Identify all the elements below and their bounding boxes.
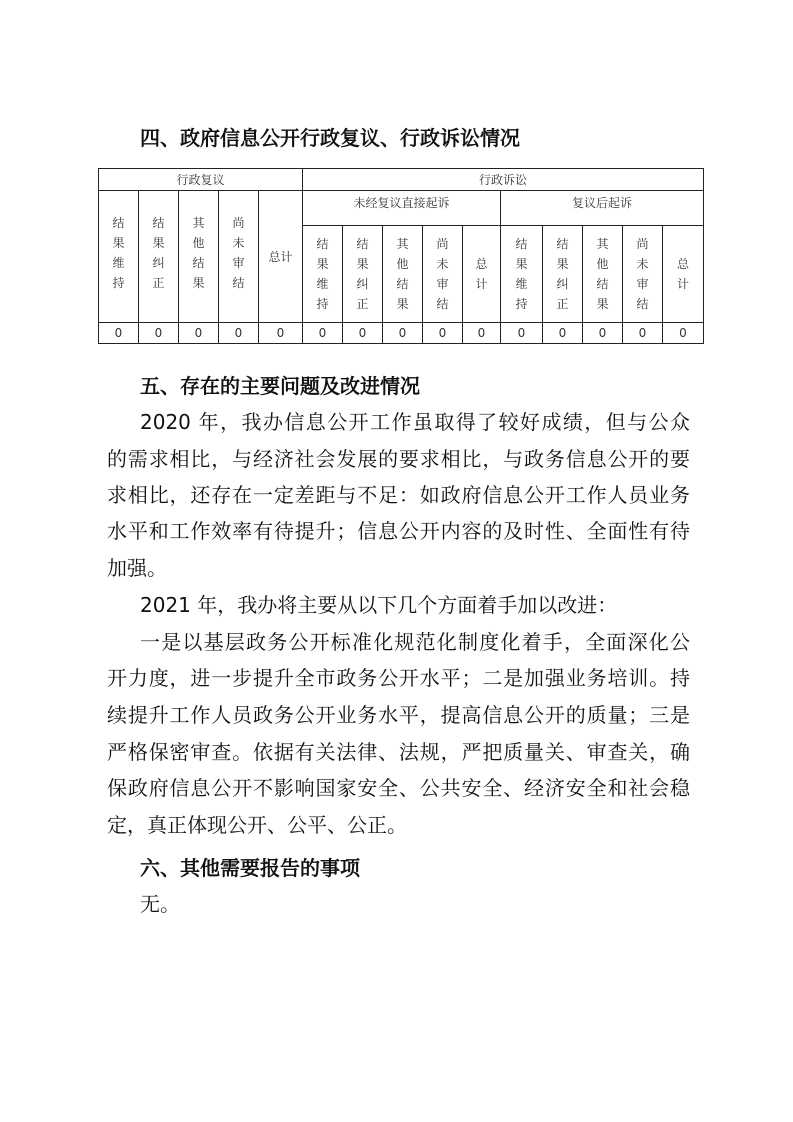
cell: 0: [139, 323, 179, 344]
paragraph-line: 一是以基层政务公开标准化规范化制度化着手，全面深化公: [140, 630, 690, 654]
cell: 0: [383, 323, 423, 344]
paragraph-line: 2021 年，我办将主要从以下几个方面着手加以改进：: [140, 593, 618, 617]
review-litigation-table: [98, 168, 704, 344]
paragraph-line: 无。: [140, 892, 180, 916]
col-total: 总 计: [663, 226, 704, 323]
paragraph-line: 续提升工作人员政务公开业务水平，提高信息公开的质量；三是: [107, 703, 690, 727]
cell: 0: [501, 323, 543, 344]
paragraph-line: 求相比，还存在一定差距与不足：如政府信息公开工作人员业务: [107, 483, 690, 507]
col-other: 其 他 结 果: [583, 226, 623, 323]
section-heading-4: 四、政府信息公开行政复议、行政诉讼情况: [140, 126, 520, 150]
col-total: 总 计: [463, 226, 501, 323]
cell: 0: [543, 323, 583, 344]
paragraph-line: 水平和工作效率有待提升；信息公开内容的及时性、全面性有待: [107, 519, 690, 543]
header-direct: 未经复议直接起诉: [303, 191, 501, 226]
col-upheld: 结 果 维 持: [501, 226, 543, 323]
col-corrected: 结 果 纠 正: [343, 226, 383, 323]
cell: 0: [343, 323, 383, 344]
cell: 0: [303, 323, 343, 344]
table-row: [99, 323, 704, 344]
cell: 0: [219, 323, 259, 344]
paragraph-line: 定，真正体现公开、公平、公正。: [107, 813, 407, 837]
paragraph-line: 保政府信息公开不影响国家安全、公共安全、经济安全和社会稳: [107, 776, 690, 800]
col-pending: 尚 未 审 结: [623, 226, 663, 323]
cell: 0: [259, 323, 303, 344]
cell: 0: [423, 323, 463, 344]
col-upheld: 结 果 维 持: [99, 191, 139, 323]
header-after: 复议后起诉: [501, 191, 704, 226]
cell: 0: [663, 323, 704, 344]
cell: 0: [463, 323, 501, 344]
section-heading-6: 六、其他需要报告的事项: [140, 856, 360, 880]
col-pending: 尚 未 审 结: [423, 226, 463, 323]
col-other: 其 他 结 果: [383, 226, 423, 323]
paragraph-line: 的需求相比，与经济社会发展的要求相比，与政务信息公开的要: [107, 447, 690, 471]
header-litigation: 行政诉讼: [303, 169, 704, 191]
paragraph-line: 严格保密审查。依据有关法律、法规，严把质量关、审查关，确: [107, 740, 690, 764]
paragraph-line: 加强。: [107, 556, 167, 580]
col-other: 其 他 结 果: [179, 191, 219, 323]
paragraph-line: 2020 年，我办信息公开工作虽取得了较好成绩，但与公众: [140, 410, 690, 434]
col-total: 总计: [259, 191, 303, 323]
section-heading-5: 五、存在的主要问题及改进情况: [140, 374, 420, 398]
col-pending: 尚 未 审 结: [219, 191, 259, 323]
paragraph-line: 开力度，进一步提升全市政务公开水平；二是加强业务培训。持: [107, 666, 690, 690]
header-review: 行政复议: [99, 169, 303, 191]
cell: 0: [623, 323, 663, 344]
cell: 0: [99, 323, 139, 344]
col-corrected: 结 果 纠 正: [543, 226, 583, 323]
cell: 0: [583, 323, 623, 344]
col-upheld: 结 果 维 持: [303, 226, 343, 323]
col-corrected: 结 果 纠 正: [139, 191, 179, 323]
cell: 0: [179, 323, 219, 344]
